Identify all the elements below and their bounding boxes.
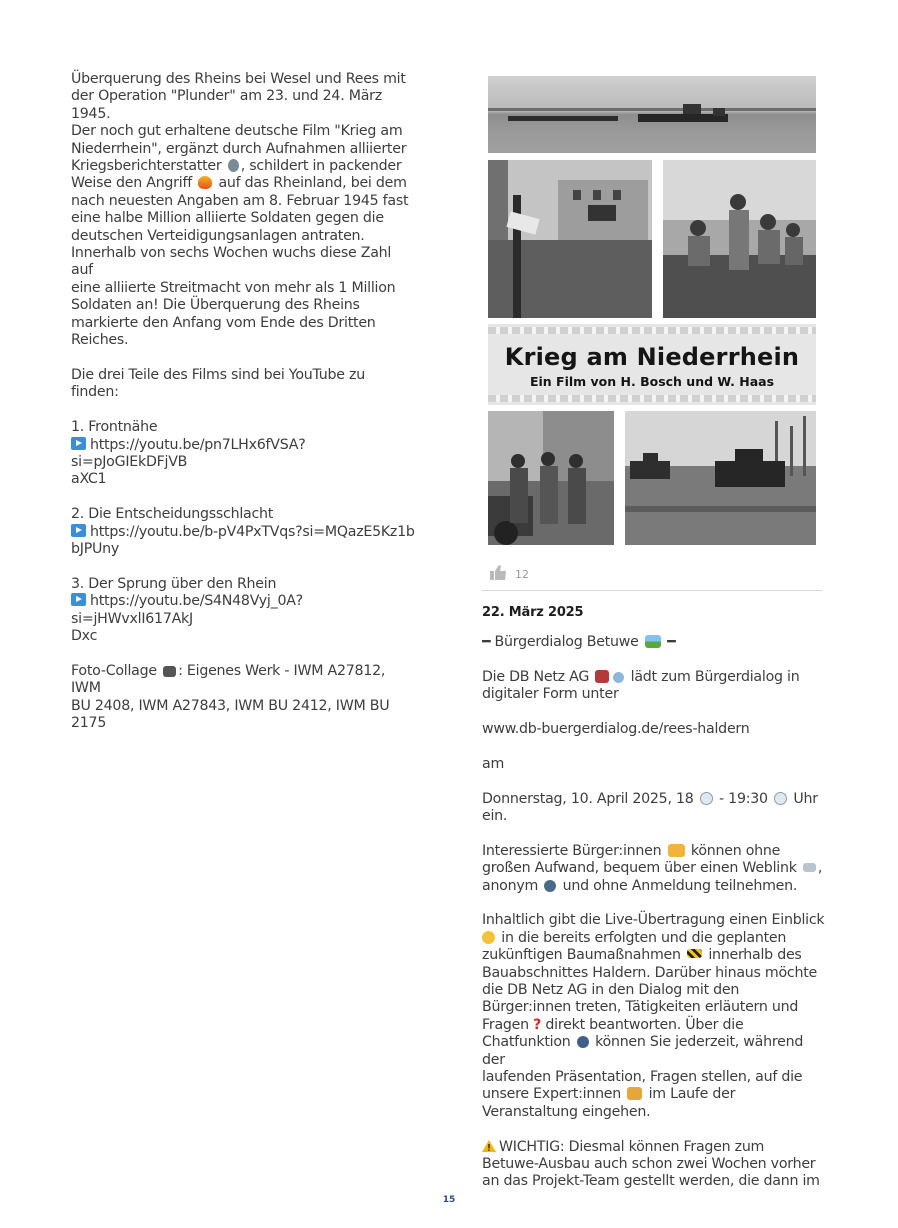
post-heading: ━ Bürgerdialog Betuwe ━ xyxy=(482,634,676,650)
body-line: Innerhalb von sechs Wochen wuchs diese Zahl auf xyxy=(71,245,392,279)
clock-icon xyxy=(700,792,713,805)
photo-credit: BU 2408, IWM A27843, IWM BU 2412, IWM BU xyxy=(71,697,390,714)
magnifier-face-icon xyxy=(482,931,495,944)
page-number: 15 xyxy=(442,1195,456,1205)
part-link-cont[interactable]: bJPUny xyxy=(71,540,120,557)
part-title: 1. Frontnähe xyxy=(71,419,158,436)
warning-line: an das Projekt-Team gestellt werden, die dann im xyxy=(482,1173,820,1190)
body-line: Reiches. xyxy=(71,332,129,349)
body-line: markierte den Anfang vom Ende des Dritten xyxy=(71,314,376,331)
post-body xyxy=(482,634,826,1191)
when-line: ein. xyxy=(482,808,508,824)
photo-credit: Foto-Collage : Eigenes Werk - IWM A27812, IWM xyxy=(71,662,386,697)
fire-icon xyxy=(198,176,212,189)
people-icon xyxy=(668,844,685,857)
invite-line: digitaler Form unter xyxy=(482,686,619,703)
interest-line: Interessierte Bürger:innen können ohne xyxy=(482,842,781,859)
part-title: 2. Die Entscheidungsschlacht xyxy=(71,506,274,523)
invite-line: Die DB Netz AG lädt zum Bürgerdialog in xyxy=(482,668,800,685)
event-url[interactable]: www.db-buergerdialog.de/rees-haldern xyxy=(482,721,750,737)
play-button-icon xyxy=(71,593,86,606)
warning-icon xyxy=(482,1140,496,1152)
like-counter[interactable] xyxy=(490,565,529,581)
body-line: Soldaten an! Die Überquerung des Rheins xyxy=(71,297,360,314)
like-count: 12 xyxy=(515,568,529,581)
photo-soldiers-boat[interactable] xyxy=(663,160,816,318)
body-line: eine alliierte Streitmacht von mehr als 1 Million xyxy=(71,279,396,296)
landscape-icon xyxy=(645,635,661,648)
part-link-cont[interactable]: aXC1 xyxy=(71,471,107,488)
thumbs-up-icon[interactable] xyxy=(490,565,507,580)
content-line: Bürger:innen treten, Tätigkeiten erläutern und xyxy=(482,999,799,1016)
interest-line: anonym und ohne Anmeldung teilnehmen. xyxy=(482,877,798,894)
construction-icon xyxy=(687,949,702,958)
play-button-icon xyxy=(71,524,86,537)
camera-icon xyxy=(163,666,176,677)
content-line: Inhaltlich gibt die Live-Übertragung einen Einblick xyxy=(482,912,825,929)
part-title: 3. Der Sprung über den Rhein xyxy=(71,575,277,592)
content-line: Veranstaltung eingehen. xyxy=(482,1103,651,1120)
play-button-icon xyxy=(71,437,86,450)
warning-line: WICHTIG: Diesmal können Fragen zum xyxy=(482,1139,826,1156)
film-title: Krieg am Niederrhein xyxy=(504,343,800,371)
body-line: nach neuesten Angaben am 8. Februar 1945 fast xyxy=(71,192,409,209)
photo-ruined-street[interactable] xyxy=(488,160,652,318)
left-text-column xyxy=(71,71,416,732)
photo-tanks-field[interactable] xyxy=(625,411,816,545)
content-line: Bauabschnittes Haldern. Darüber hinaus möchte xyxy=(482,964,817,981)
film-title-banner xyxy=(488,324,816,405)
film-subtitle: Ein Film von H. Bosch und W. Haas xyxy=(529,374,775,389)
question-icon: ? xyxy=(533,1016,542,1033)
warning-line: Betuwe-Ausbau auch schon zwei Wochen vorher xyxy=(482,1156,816,1173)
youtube-intro: finden: xyxy=(71,384,119,401)
post-date: 22. März 2025 xyxy=(482,605,584,620)
body-line: deutschen Verteidigungsanlagen antraten. xyxy=(71,227,365,244)
photo-river-crossing[interactable] xyxy=(488,76,816,153)
part-link[interactable]: https://youtu.be/S4N48Vyj_0A?si=jHWvxlI617AkJ xyxy=(71,593,303,627)
sparkle-icon xyxy=(613,672,624,683)
film-text-line: Weise den Angriff auf das Rheinland, bei dem xyxy=(71,175,407,192)
speaking-head-icon xyxy=(577,1036,589,1048)
user-silhouette-icon xyxy=(544,880,556,892)
body-line: eine halbe Million alliierte Soldaten gegen die xyxy=(71,210,384,227)
clock-icon xyxy=(774,792,787,805)
content-line: zukünftigen Baumaßnahmen innerhalb des xyxy=(482,947,802,964)
part-link[interactable]: https://youtu.be/pn7LHx6fVSA?si=pJoGIEkDFjVB xyxy=(71,436,306,470)
film-text-line: Der noch gut erhaltene deutsche Film "Krieg am xyxy=(71,123,403,140)
intro-line: Überquerung des Rheins bei Wesel und Rees mit xyxy=(71,71,406,87)
interest-line: großen Aufwand, bequem über einen Weblink , xyxy=(482,860,823,877)
part-link-cont[interactable]: Dxc xyxy=(71,627,98,644)
link-icon xyxy=(803,863,816,872)
when-line: Donnerstag, 10. April 2025, 18 - 19:30 Uhr xyxy=(482,790,818,807)
youtube-intro: Die drei Teile des Films sind bei YouTube zu xyxy=(71,366,365,383)
content-line: laufenden Präsentation, Fragen stellen, auf die xyxy=(482,1069,803,1086)
photo-credit: 2175 xyxy=(71,714,107,731)
content-line: Fragen ? direkt beantworten. Über die xyxy=(482,1016,744,1033)
content-line: die DB Netz AG in den Dialog mit den xyxy=(482,982,740,999)
intro-line: 1945. xyxy=(71,105,111,122)
am-line: am xyxy=(482,755,505,772)
photo-collage[interactable] xyxy=(488,76,816,545)
part-link[interactable]: https://youtu.be/b-pV4PxTVqs?si=MQazE5Kz1b xyxy=(71,524,416,541)
film-text-line: Kriegsberichterstatter , schildert in packender xyxy=(71,158,402,175)
content-line: unsere Expert:innen im Laufe der xyxy=(482,1086,736,1103)
photo-soldiers-jeep[interactable] xyxy=(488,411,614,545)
expert-icon xyxy=(627,1087,642,1100)
intro-line: der Operation "Plunder" am 23. und 24. März xyxy=(71,88,382,105)
content-line: in die bereits erfolgten und die geplanten xyxy=(482,930,826,947)
film-text-line: Niederrhein", ergänzt durch Aufnahmen alliierter xyxy=(71,140,407,157)
microphone-icon xyxy=(228,159,239,172)
content-line: Chatfunktion können Sie jederzeit, während der xyxy=(482,1034,804,1068)
post-divider xyxy=(482,590,822,591)
train-icon xyxy=(595,670,609,683)
